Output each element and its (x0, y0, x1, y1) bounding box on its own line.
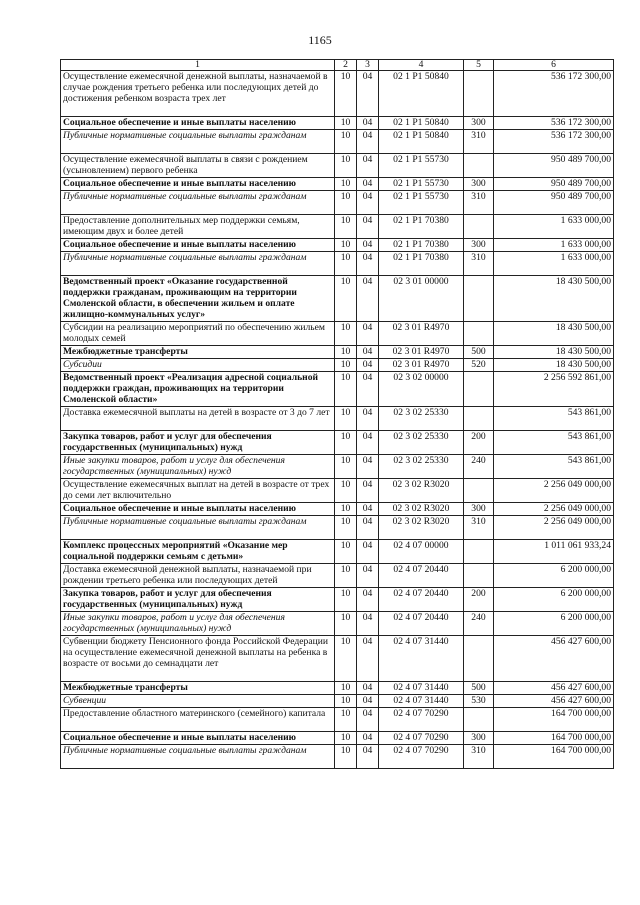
row-name-cell: Предоставление дополнительных мер поддержки семьям, имеющим двух и более детей (61, 215, 335, 239)
row-sum-cell: 456 427 600,00 (494, 695, 614, 708)
row-sum-cell: 18 430 500,00 (494, 359, 614, 372)
table-row (61, 540, 614, 564)
row-subsection-cell: 04 (357, 431, 379, 455)
row-name-cell: Предоставление областного материнского (семейного) капитала (61, 708, 335, 732)
row-subsection-cell: 04 (357, 154, 379, 178)
row-section-cell: 10 (335, 745, 357, 769)
row-sum-cell: 456 427 600,00 (494, 682, 614, 695)
row-csr-cell: 02 3 02 R3020 (379, 516, 464, 540)
row-csr-cell: 02 1 P1 70380 (379, 252, 464, 276)
row-sum-cell: 1 633 000,00 (494, 252, 614, 276)
row-section-cell: 10 (335, 503, 357, 516)
column-header-sum: 6 (494, 60, 614, 71)
row-name-cell: Осуществление ежемесячной выплаты в связи с рождением (усыновлением) первого ребенка (61, 154, 335, 178)
row-csr-cell: 02 3 01 00000 (379, 276, 464, 322)
row-csr-cell: 02 1 P1 50840 (379, 130, 464, 154)
row-sum-cell: 164 700 000,00 (494, 708, 614, 732)
row-name-cell: Социальное обеспечение и иные выплаты населению (61, 117, 335, 130)
row-csr-cell: 02 3 01 R4970 (379, 346, 464, 359)
row-vr-cell: 310 (464, 516, 494, 540)
table-row (61, 503, 614, 516)
row-section-cell: 10 (335, 612, 357, 636)
row-name-cell: Публичные нормативные социальные выплаты гражданам (61, 130, 335, 154)
row-section-cell: 10 (335, 708, 357, 732)
row-name-cell: Субвенции (61, 695, 335, 708)
table-row (61, 564, 614, 588)
row-subsection-cell: 04 (357, 372, 379, 407)
row-name-cell: Закупка товаров, работ и услуг для обеспечения государственных (муниципальных) нужд (61, 431, 335, 455)
row-csr-cell: 02 4 07 70290 (379, 732, 464, 745)
row-subsection-cell: 04 (357, 252, 379, 276)
row-vr-cell: 200 (464, 588, 494, 612)
row-vr-cell: 310 (464, 252, 494, 276)
table-row (61, 178, 614, 191)
column-header-vr: 5 (464, 60, 494, 71)
row-name-cell: Доставка ежемесячной денежной выплаты, назначаемой при рождении третьего ребенка или последующих детей (61, 564, 335, 588)
row-sum-cell: 18 430 500,00 (494, 276, 614, 322)
table-row (61, 130, 614, 154)
row-subsection-cell: 04 (357, 588, 379, 612)
table-row (61, 359, 614, 372)
row-name-cell: Иные закупки товаров, работ и услуг для обеспечения государственных (муниципальных) нужд (61, 455, 335, 479)
table-row (61, 516, 614, 540)
row-name-cell: Публичные нормативные социальные выплаты гражданам (61, 745, 335, 769)
table-header-row (61, 60, 614, 71)
row-csr-cell: 02 4 07 31440 (379, 682, 464, 695)
row-csr-cell: 02 4 07 00000 (379, 540, 464, 564)
row-subsection-cell: 04 (357, 564, 379, 588)
row-section-cell: 10 (335, 252, 357, 276)
table-row (61, 745, 614, 769)
row-name-cell: Иные закупки товаров, работ и услуг для обеспечения государственных (муниципальных) нужд (61, 612, 335, 636)
row-section-cell: 10 (335, 322, 357, 346)
table-row (61, 117, 614, 130)
row-section-cell: 10 (335, 455, 357, 479)
row-section-cell: 10 (335, 695, 357, 708)
row-name-cell: Закупка товаров, работ и услуг для обеспечения государственных (муниципальных) нужд (61, 588, 335, 612)
row-vr-cell: 300 (464, 239, 494, 252)
row-sum-cell: 536 172 300,00 (494, 117, 614, 130)
row-sum-cell: 950 489 700,00 (494, 191, 614, 215)
row-section-cell: 10 (335, 479, 357, 503)
table-row (61, 636, 614, 682)
row-section-cell: 10 (335, 564, 357, 588)
row-name-cell: Субсидии на реализацию мероприятий по обеспечению жильем молодых семей (61, 322, 335, 346)
row-sum-cell: 1 633 000,00 (494, 215, 614, 239)
row-subsection-cell: 04 (357, 191, 379, 215)
row-sum-cell: 18 430 500,00 (494, 346, 614, 359)
row-section-cell: 10 (335, 359, 357, 372)
row-sum-cell: 1 633 000,00 (494, 239, 614, 252)
row-csr-cell: 02 3 01 R4970 (379, 359, 464, 372)
row-name-cell: Социальное обеспечение и иные выплаты населению (61, 503, 335, 516)
table-row (61, 588, 614, 612)
row-csr-cell: 02 3 01 R4970 (379, 322, 464, 346)
table-row (61, 431, 614, 455)
row-sum-cell: 6 200 000,00 (494, 612, 614, 636)
table-row (61, 252, 614, 276)
table-row (61, 215, 614, 239)
row-name-cell: Ведомственный проект «Оказание государственной поддержки гражданам, проживающим на территории Смоленской области, в обеспечении жильем и оплате жилищно-коммунальных услуг» (61, 276, 335, 322)
row-sum-cell: 543 861,00 (494, 407, 614, 431)
row-name-cell: Социальное обеспечение и иные выплаты населению (61, 239, 335, 252)
row-section-cell: 10 (335, 130, 357, 154)
row-name-cell: Комплекс процессных мероприятий «Оказание мер социальной поддержки семьям с детьми» (61, 540, 335, 564)
row-sum-cell: 164 700 000,00 (494, 732, 614, 745)
row-vr-cell: 310 (464, 745, 494, 769)
row-sum-cell: 2 256 049 000,00 (494, 479, 614, 503)
row-vr-cell (464, 71, 494, 117)
table-row (61, 154, 614, 178)
row-sum-cell: 6 200 000,00 (494, 588, 614, 612)
row-vr-cell: 500 (464, 346, 494, 359)
row-vr-cell (464, 564, 494, 588)
row-name-cell: Доставка ежемесячной выплаты на детей в возрасте от 3 до 7 лет (61, 407, 335, 431)
row-name-cell: Осуществление ежемесячных выплат на детей в возрасте от трех до семи лет включительно (61, 479, 335, 503)
table-row (61, 407, 614, 431)
row-subsection-cell: 04 (357, 516, 379, 540)
row-subsection-cell: 04 (357, 745, 379, 769)
row-csr-cell: 02 3 02 R3020 (379, 503, 464, 516)
row-vr-cell: 310 (464, 191, 494, 215)
row-csr-cell: 02 4 07 70290 (379, 708, 464, 732)
row-vr-cell (464, 407, 494, 431)
row-section-cell: 10 (335, 239, 357, 252)
table-row (61, 276, 614, 322)
row-name-cell: Публичные нормативные социальные выплаты гражданам (61, 191, 335, 215)
row-section-cell: 10 (335, 346, 357, 359)
row-name-cell: Публичные нормативные социальные выплаты гражданам (61, 516, 335, 540)
row-vr-cell (464, 708, 494, 732)
row-name-cell: Субсидии (61, 359, 335, 372)
row-section-cell: 10 (335, 372, 357, 407)
row-sum-cell: 6 200 000,00 (494, 564, 614, 588)
row-vr-cell (464, 322, 494, 346)
row-subsection-cell: 04 (357, 346, 379, 359)
table-row (61, 322, 614, 346)
row-section-cell: 10 (335, 588, 357, 612)
row-section-cell: 10 (335, 191, 357, 215)
row-subsection-cell: 04 (357, 178, 379, 191)
row-name-cell: Осуществление ежемесячной денежной выплаты, назначаемой в случае рождения третьего ребенка или последующих детей до достижения ребенком возраста трех лет (61, 71, 335, 117)
row-csr-cell: 02 1 P1 55730 (379, 191, 464, 215)
table-row (61, 191, 614, 215)
row-name-cell: Субвенции бюджету Пенсионного фонда Российской Федерации на осуществление ежемесячной денежной выплаты на ребенка в возрасте от восьми до семнадцати лет (61, 636, 335, 682)
row-section-cell: 10 (335, 178, 357, 191)
row-vr-cell: 300 (464, 503, 494, 516)
table-row (61, 732, 614, 745)
row-name-cell: Межбюджетные трансферты (61, 346, 335, 359)
row-vr-cell: 300 (464, 117, 494, 130)
table-row (61, 612, 614, 636)
table-row (61, 682, 614, 695)
row-section-cell: 10 (335, 276, 357, 322)
row-sum-cell: 2 256 049 000,00 (494, 516, 614, 540)
row-sum-cell: 950 489 700,00 (494, 178, 614, 191)
table-row (61, 346, 614, 359)
row-section-cell: 10 (335, 516, 357, 540)
row-name-cell: Ведомственный проект «Реализация адресной социальной поддержки граждан, проживающих на территории Смоленской области» (61, 372, 335, 407)
row-vr-cell: 240 (464, 612, 494, 636)
budget-table (60, 59, 614, 769)
row-name-cell: Публичные нормативные социальные выплаты гражданам (61, 252, 335, 276)
row-section-cell: 10 (335, 636, 357, 682)
row-subsection-cell: 04 (357, 612, 379, 636)
row-sum-cell: 1 011 061 933,24 (494, 540, 614, 564)
row-name-cell: Социальное обеспечение и иные выплаты населению (61, 178, 335, 191)
row-csr-cell: 02 1 P1 50840 (379, 117, 464, 130)
row-vr-cell: 240 (464, 455, 494, 479)
row-sum-cell: 950 489 700,00 (494, 154, 614, 178)
row-vr-cell: 500 (464, 682, 494, 695)
table-row (61, 71, 614, 117)
row-subsection-cell: 04 (357, 708, 379, 732)
row-subsection-cell: 04 (357, 239, 379, 252)
row-subsection-cell: 04 (357, 636, 379, 682)
row-csr-cell: 02 4 07 20440 (379, 564, 464, 588)
row-subsection-cell: 04 (357, 695, 379, 708)
row-subsection-cell: 04 (357, 732, 379, 745)
column-header-subsection: 3 (357, 60, 379, 71)
row-csr-cell: 02 3 02 00000 (379, 372, 464, 407)
page-number: 1165 (308, 33, 332, 47)
row-sum-cell: 2 256 049 000,00 (494, 503, 614, 516)
table-row (61, 239, 614, 252)
row-csr-cell: 02 3 02 25330 (379, 407, 464, 431)
row-vr-cell (464, 636, 494, 682)
row-section-cell: 10 (335, 431, 357, 455)
table-row (61, 372, 614, 407)
row-subsection-cell: 04 (357, 215, 379, 239)
row-csr-cell: 02 1 P1 70380 (379, 215, 464, 239)
row-csr-cell: 02 3 02 25330 (379, 431, 464, 455)
row-subsection-cell: 04 (357, 359, 379, 372)
row-section-cell: 10 (335, 407, 357, 431)
table-row (61, 708, 614, 732)
row-section-cell: 10 (335, 154, 357, 178)
row-subsection-cell: 04 (357, 117, 379, 130)
row-sum-cell: 456 427 600,00 (494, 636, 614, 682)
row-vr-cell: 520 (464, 359, 494, 372)
row-subsection-cell: 04 (357, 276, 379, 322)
row-csr-cell: 02 1 P1 50840 (379, 71, 464, 117)
row-vr-cell (464, 372, 494, 407)
row-name-cell: Межбюджетные трансферты (61, 682, 335, 695)
table-body (61, 71, 614, 769)
row-subsection-cell: 04 (357, 407, 379, 431)
column-header-csr: 4 (379, 60, 464, 71)
row-sum-cell: 164 700 000,00 (494, 745, 614, 769)
row-section-cell: 10 (335, 732, 357, 745)
row-sum-cell: 536 172 300,00 (494, 130, 614, 154)
row-subsection-cell: 04 (357, 540, 379, 564)
row-csr-cell: 02 3 02 R3020 (379, 479, 464, 503)
row-csr-cell: 02 3 02 25330 (379, 455, 464, 479)
row-csr-cell: 02 4 07 20440 (379, 612, 464, 636)
row-csr-cell: 02 4 07 31440 (379, 695, 464, 708)
row-section-cell: 10 (335, 71, 357, 117)
row-section-cell: 10 (335, 682, 357, 695)
column-header-name: 1 (61, 60, 335, 71)
row-subsection-cell: 04 (357, 503, 379, 516)
row-vr-cell: 310 (464, 130, 494, 154)
row-csr-cell: 02 4 07 31440 (379, 636, 464, 682)
row-subsection-cell: 04 (357, 455, 379, 479)
row-csr-cell: 02 1 P1 55730 (379, 154, 464, 178)
row-sum-cell: 536 172 300,00 (494, 71, 614, 117)
row-vr-cell: 300 (464, 178, 494, 191)
row-vr-cell (464, 276, 494, 322)
row-subsection-cell: 04 (357, 322, 379, 346)
row-csr-cell: 02 1 P1 70380 (379, 239, 464, 252)
row-vr-cell: 300 (464, 732, 494, 745)
row-name-cell: Социальное обеспечение и иные выплаты населению (61, 732, 335, 745)
row-section-cell: 10 (335, 117, 357, 130)
row-subsection-cell: 04 (357, 71, 379, 117)
row-sum-cell: 543 861,00 (494, 431, 614, 455)
row-vr-cell (464, 154, 494, 178)
row-vr-cell: 200 (464, 431, 494, 455)
column-header-section: 2 (335, 60, 357, 71)
row-subsection-cell: 04 (357, 682, 379, 695)
row-csr-cell: 02 4 07 70290 (379, 745, 464, 769)
row-sum-cell: 543 861,00 (494, 455, 614, 479)
row-vr-cell (464, 540, 494, 564)
row-vr-cell (464, 479, 494, 503)
row-sum-cell: 2 256 592 861,00 (494, 372, 614, 407)
row-sum-cell: 18 430 500,00 (494, 322, 614, 346)
row-section-cell: 10 (335, 215, 357, 239)
row-csr-cell: 02 1 P1 55730 (379, 178, 464, 191)
row-csr-cell: 02 4 07 20440 (379, 588, 464, 612)
row-vr-cell (464, 215, 494, 239)
table-row (61, 455, 614, 479)
row-subsection-cell: 04 (357, 130, 379, 154)
table-row (61, 479, 614, 503)
row-section-cell: 10 (335, 540, 357, 564)
row-vr-cell: 530 (464, 695, 494, 708)
table-row (61, 695, 614, 708)
row-subsection-cell: 04 (357, 479, 379, 503)
